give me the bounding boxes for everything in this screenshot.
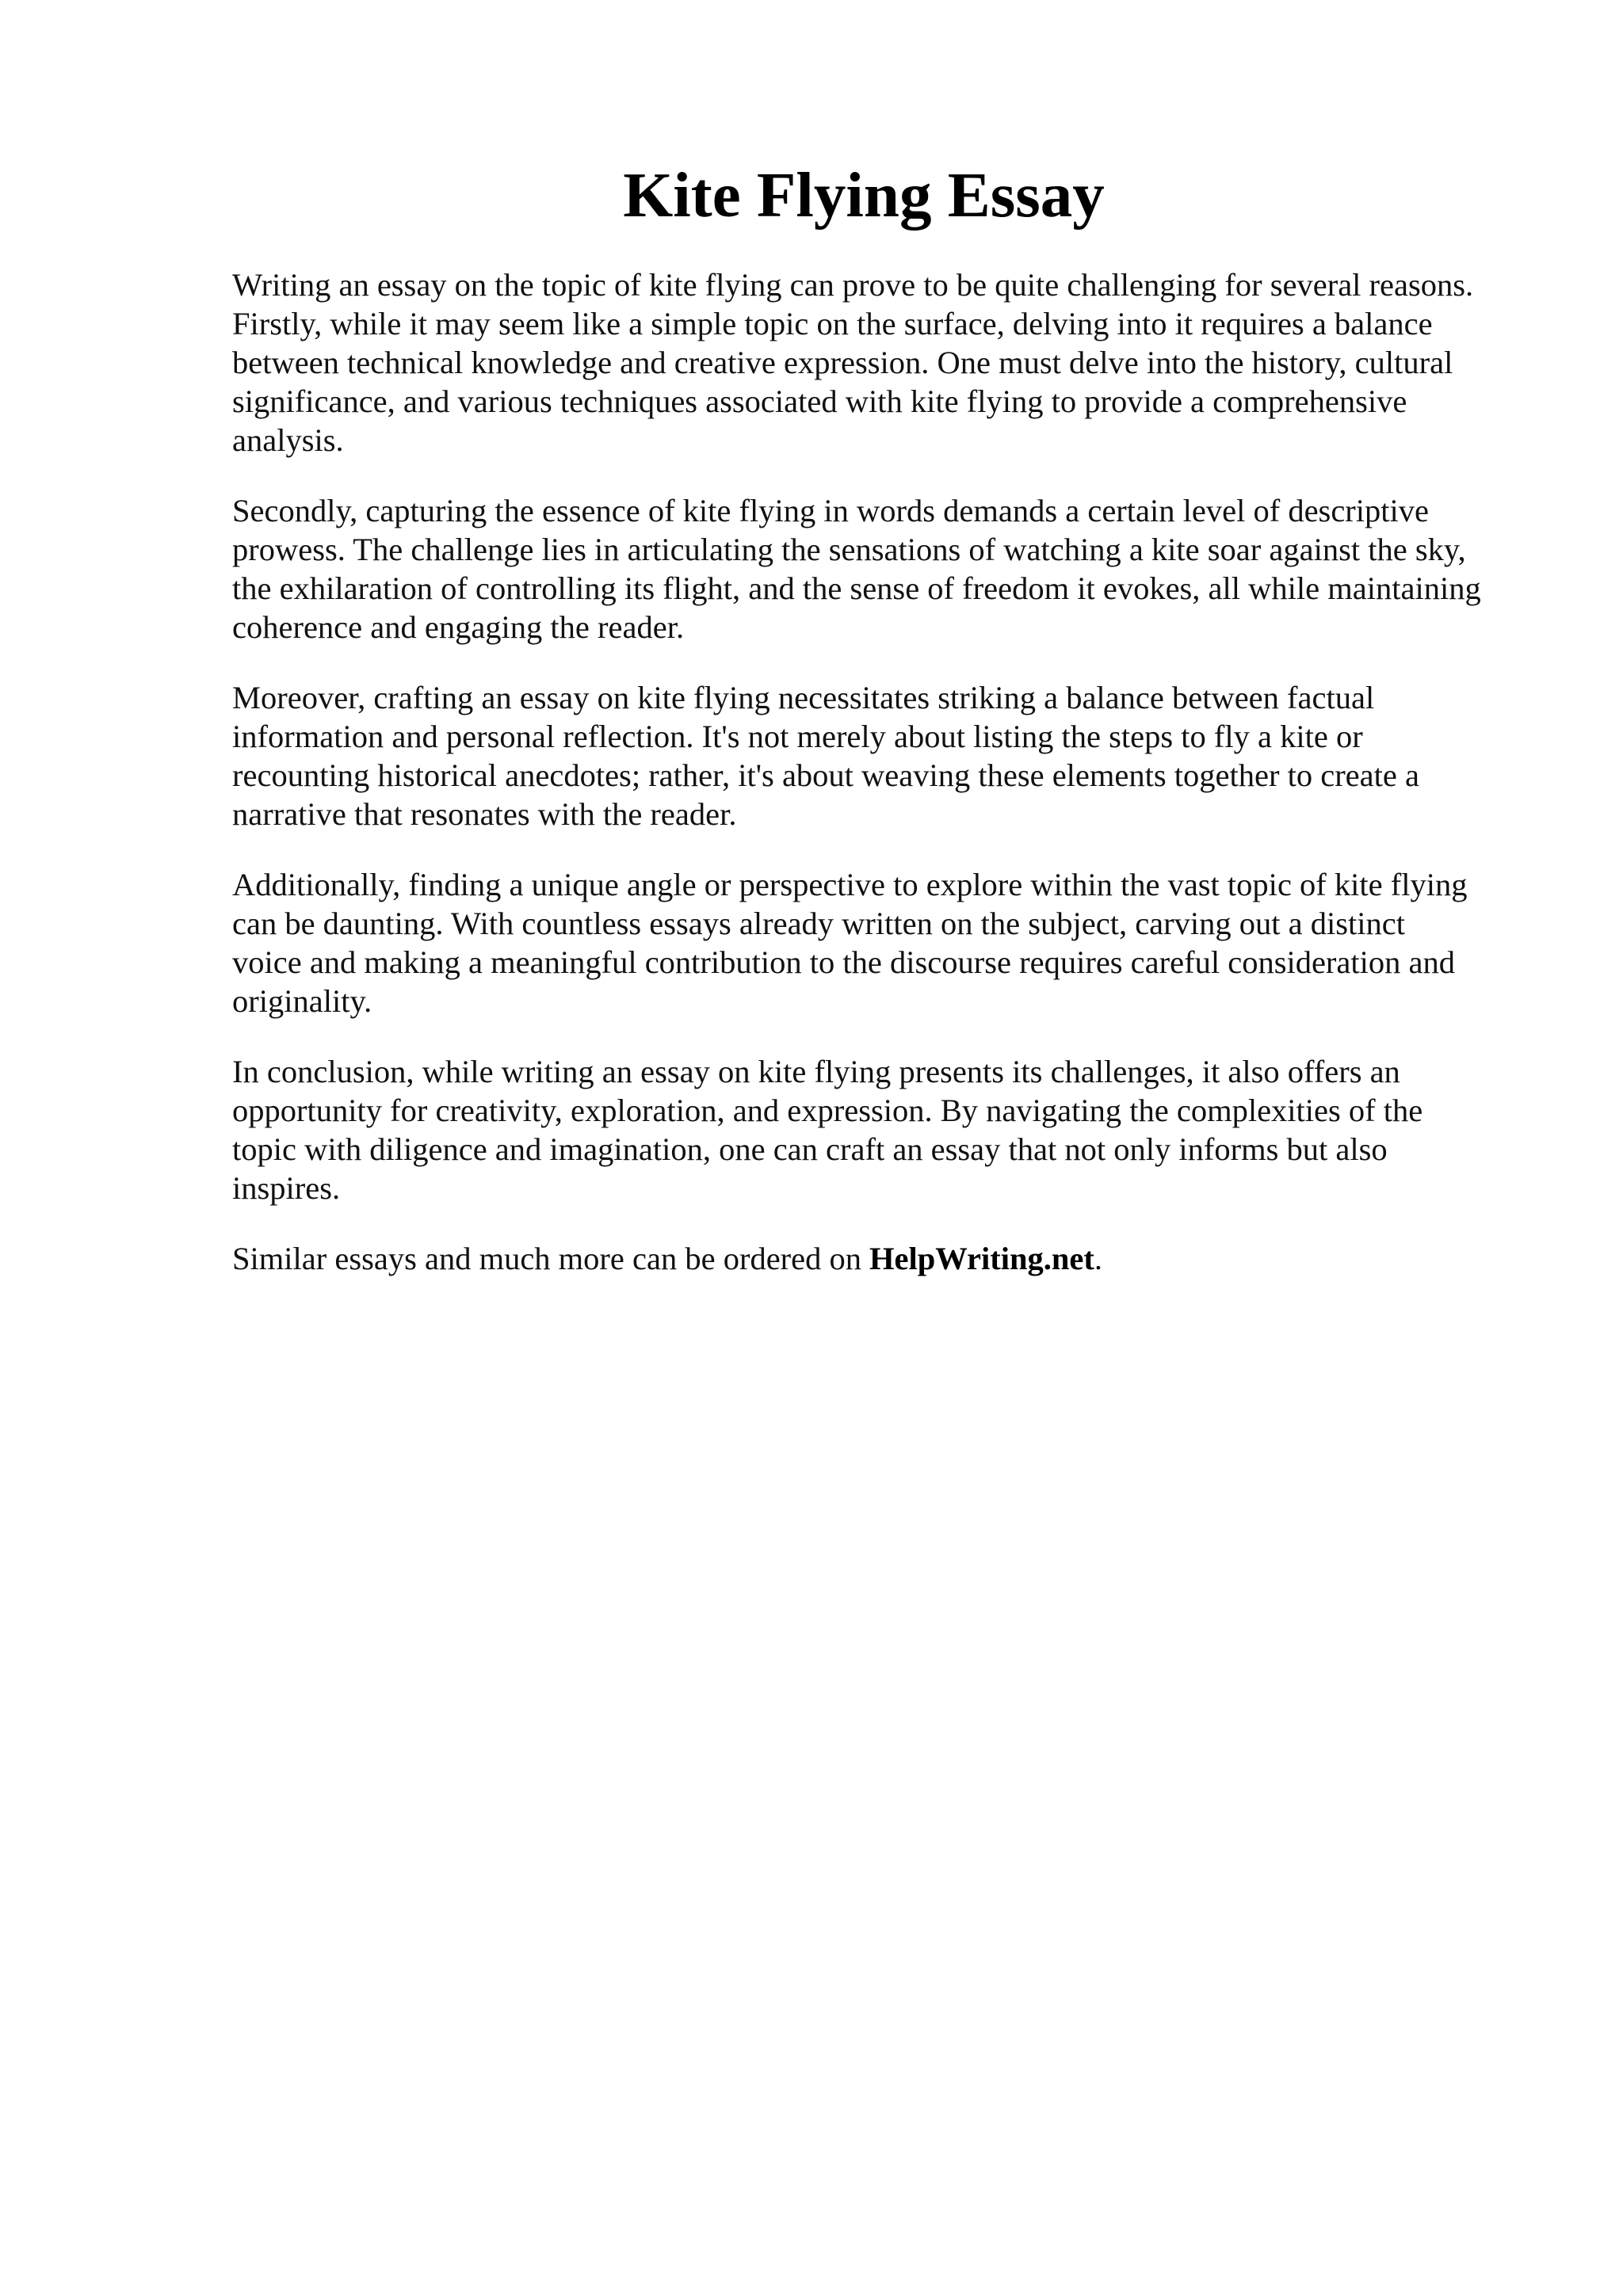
- text-line: information and personal reflection. It's not merely about listing the steps to fly a kite or: [232, 719, 1363, 754]
- text-line: significance, and various techniques associated with kite flying to provide a comprehensive: [232, 383, 1407, 419]
- text-line: Firstly, while it may seem like a simple topic on the surface, delving into it requires a balance: [232, 306, 1433, 341]
- paragraph-3: [232, 678, 1516, 833]
- text-line: Moreover, crafting an essay on kite flying necessitates striking a balance between factual: [232, 680, 1375, 715]
- text-line: Additionally, finding a unique angle or perspective to explore within the vast topic of kite flying: [232, 867, 1468, 902]
- promo-period: .: [1094, 1241, 1103, 1276]
- text-line: prowess. The challenge lies in articulating the sensations of watching a kite soar against the sky,: [232, 532, 1466, 567]
- text-line: In conclusion, while writing an essay on kite flying presents its challenges, it also offers an: [232, 1054, 1400, 1089]
- text-line: Writing an essay on the topic of kite flying can prove to be quite challenging for several reasons.: [232, 267, 1474, 303]
- text-line: between technical knowledge and creative expression. One must delve into the history, cultural: [232, 345, 1453, 380]
- paragraph-4: [232, 865, 1516, 1020]
- promo-text: Similar essays and much more can be ordered on: [232, 1241, 862, 1276]
- essay-body: [232, 265, 1516, 1278]
- paragraph-2: [232, 491, 1516, 646]
- text-line: the exhilaration of controlling its flight, and the sense of freedom it evokes, all while maintaining: [232, 570, 1481, 606]
- paragraph-1: [232, 265, 1516, 460]
- paragraph-5: [232, 1052, 1516, 1207]
- text-line: inspires.: [232, 1170, 341, 1206]
- text-line: analysis.: [232, 422, 344, 458]
- text-line: topic with diligence and imagination, one can craft an essay that not only informs but also: [232, 1131, 1388, 1167]
- text-line: can be daunting. With countless essays already written on the subject, carving out a distinct: [232, 906, 1405, 941]
- text-line: originality.: [232, 983, 372, 1019]
- text-line: voice and making a meaningful contribution to the discourse requires careful consideration and: [232, 944, 1455, 980]
- document-title: Kite Flying Essay: [623, 159, 1105, 231]
- text-line: opportunity for creativity, exploration, and expression. By navigating the complexities of the: [232, 1093, 1423, 1128]
- promo-line: [232, 1239, 1516, 1278]
- text-line: coherence and engaging the reader.: [232, 609, 685, 645]
- helpwriting-link[interactable]: HelpWriting.net: [869, 1241, 1094, 1276]
- text-line: narrative that resonates with the reader.: [232, 796, 737, 832]
- text-line: recounting historical anecdotes; rather, it's about weaving these elements together to create a: [232, 757, 1419, 793]
- text-line: Secondly, capturing the essence of kite flying in words demands a certain level of descriptive: [232, 493, 1430, 528]
